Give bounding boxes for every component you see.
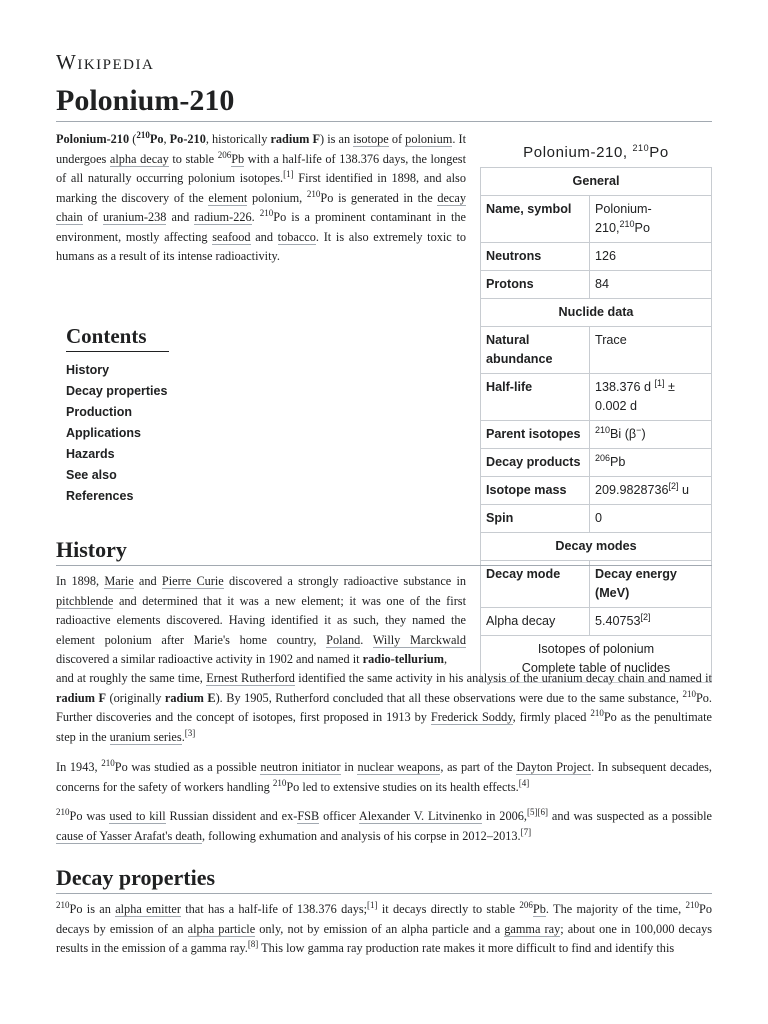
inline-link[interactable]: Marie xyxy=(104,574,134,588)
history-paragraph-1-cont xyxy=(56,669,712,747)
logo-text: Wikipedia xyxy=(56,50,155,74)
row-value-protons: 84 xyxy=(590,271,712,299)
inline-link[interactable]: Alexander V. Litvinenko xyxy=(358,809,482,823)
table-of-contents xyxy=(66,324,266,507)
inline-link[interactable]: Frederick Soddy xyxy=(430,710,513,724)
inline-link[interactable]: tobacco xyxy=(277,229,316,244)
inline-link[interactable]: alpha emitter xyxy=(115,902,181,916)
decay-text-1: $^{210}$Po is an alpha emitter that has a half-life of 138.376 days;[1] it decays directly to stable $^{206}$Pb. The majority of the time, $^{210}$Po decays by emission of an alpha particle only, not by emission of an alpha particle and a gamma ray; about one in 100,000 decays results in the emission of a gamma ray.[8] This low gamma ray production rate makes it more difficult to find and identify this xyxy=(56,900,712,955)
inline-link[interactable]: Pb xyxy=(231,151,245,166)
inline-link[interactable]: radium-226 xyxy=(194,210,252,224)
inline-link[interactable]: nuclear weapons xyxy=(357,760,441,774)
row-label-mass: Isotope mass xyxy=(481,477,590,505)
row-value-decay-mode: Alpha decay xyxy=(481,608,590,636)
inline-link[interactable]: uranium series xyxy=(109,729,182,744)
inline-link[interactable]: alpha decay xyxy=(109,151,169,166)
infobox-header-nuclide: Nuclide data xyxy=(481,299,712,327)
inline-link[interactable]: isotope xyxy=(353,132,389,146)
row-label-half-life: Half-life xyxy=(481,374,590,421)
toc-item-see-also[interactable]: See also xyxy=(66,468,117,482)
inline-link[interactable]: uranium-238 xyxy=(102,210,167,224)
infobox-header-general: General xyxy=(481,168,712,196)
link-isotopes-of-polonium[interactable]: Isotopes of polonium xyxy=(537,642,655,656)
row-label-spin: Spin xyxy=(481,505,590,533)
row-value-products: $^{206}$Pb xyxy=(590,449,712,477)
history-text-1: In 1898, Marie and Pierre Curie discovered a strongly radioactive substance in pitchblende and determined that it was a new element; it was one of the first radioactive elements discovered. Having identified it as such, they named the element polonium after Marie's home country, Poland. Willy Marckwald discovered a similar radioactive activity in 1902 and named it radio-tellurium, xyxy=(56,574,467,666)
row-value-decay-energy: 5.40753[2] xyxy=(590,608,712,636)
toc-title: Contents xyxy=(66,324,147,348)
infobox xyxy=(480,140,712,683)
inline-link[interactable]: Poland xyxy=(326,632,361,647)
row-value-mass: 209.9828736[2] u xyxy=(590,477,712,505)
page-title: Polonium-210 xyxy=(56,84,712,122)
inline-link[interactable]: gamma ray xyxy=(504,921,561,936)
inline-link[interactable]: FSB xyxy=(297,809,320,823)
toc-item-production[interactable]: Production xyxy=(66,405,132,419)
history-text-3: $^{210}$Po was used to kill Russian dissident and ex-FSB officer Alexander V. Litvinenko in 2006,[5][6] and was suspected as a possible cause of Yasser Arafat's death, following exhumation and analysis of his corpse in 2012–2013.[7] xyxy=(56,806,712,843)
lead-paragraph xyxy=(56,130,466,267)
row-value-name-symbol: Polonium-210,$^{210}$Po xyxy=(590,196,712,243)
history-text-2: In 1943, $^{210}$Po was studied as a possible neutron initiator in nuclear weapons, as part of the Dayton Project. In subsequent decades, concerns for the safety of workers handling $^{210}$Po led to extensive studies on its health effects.[4] xyxy=(56,757,713,794)
inline-link[interactable]: polonium xyxy=(405,132,453,146)
wikipedia-logo[interactable] xyxy=(56,50,154,75)
history-paragraph-3 xyxy=(56,807,712,846)
row-value-half-life: 138.376 d [1] ± 0.002 d xyxy=(590,374,712,421)
inline-link[interactable]: pitchblende xyxy=(56,593,114,608)
toc-list xyxy=(66,360,266,507)
row-label-protons: Protons xyxy=(481,271,590,299)
toc-item-decay-properties[interactable]: Decay properties xyxy=(66,384,168,398)
row-label-parent: Parent isotopes xyxy=(481,421,590,449)
inline-link[interactable]: Willy Marckwald xyxy=(372,632,466,647)
toc-item-references[interactable]: References xyxy=(66,489,134,503)
toc-item-history[interactable]: History xyxy=(66,363,110,377)
row-label-products: Decay products xyxy=(481,449,590,477)
row-value-spin: 0 xyxy=(590,505,712,533)
inline-link[interactable]: element xyxy=(208,190,248,205)
infobox-header-decay-modes: Decay modes xyxy=(481,533,712,561)
row-label-name-symbol: Name, symbol xyxy=(481,196,590,243)
row-value-abundance: Trace xyxy=(590,327,712,374)
col-header-decay-mode: Decay mode xyxy=(481,561,590,608)
infobox-title: Polonium-210, $^{210}$Po xyxy=(523,143,669,161)
row-value-neutrons: 126 xyxy=(590,243,712,271)
inline-link[interactable]: cause of Yasser Arafat's death xyxy=(56,828,202,843)
inline-link[interactable]: Pierre Curie xyxy=(161,574,224,588)
row-label-neutrons: Neutrons xyxy=(481,243,590,271)
inline-link[interactable]: Dayton Project xyxy=(516,760,592,774)
decay-paragraph-1 xyxy=(56,900,712,1024)
heading-decay-properties: Decay properties xyxy=(56,865,712,894)
col-header-decay-energy: Decay energy (MeV) xyxy=(590,561,712,608)
lead-text: Polonium-210 ($^{210}$Po, Po-210, historically radium F) is an isotope of polonium. It undergoes alpha decay to stable $^{206}$Pb with a half-life of 138.376 days, the longest of all naturally occurring polonium isotopes.[1] First identified in 1898, and also marking the discovery of the element polonium, $^{210}$Po is generated in the decay chain of uranium-238 and radium-226. $^{210}$Po is a prominent contaminant in the environment, mostly affecting seafood and tobacco. It is also extremely toxic to humans as a result of its intense radioactivity. xyxy=(56,129,467,263)
row-label-abundance: Natural abundance xyxy=(481,327,590,374)
inline-link[interactable]: decay chain xyxy=(56,190,466,224)
inline-link[interactable]: alpha particle xyxy=(187,921,256,936)
inline-link[interactable]: neutron initiator xyxy=(260,760,341,774)
toc-item-applications[interactable]: Applications xyxy=(66,426,142,440)
link-table-of-nuclides[interactable]: Complete table of nuclides xyxy=(521,661,671,675)
inline-link[interactable]: Ernest Rutherford xyxy=(206,671,295,685)
row-value-parent: $^{210}$Bi (β−) xyxy=(590,421,712,449)
history-paragraph-1 xyxy=(56,572,466,670)
toc-item-hazards[interactable]: Hazards xyxy=(66,447,115,461)
history-paragraph-2 xyxy=(56,758,712,797)
heading-history: History xyxy=(56,537,712,566)
inline-link[interactable]: Pb xyxy=(532,902,546,916)
inline-link[interactable]: seafood xyxy=(212,229,251,244)
inline-link[interactable]: used to kill xyxy=(109,809,166,823)
history-text-1b: and at roughly the same time, Ernest Rutherford identified the same activity in his analysis of the uranium decay chain and named it radium F (originally radium E). By 1905, Rutherford concluded that all these observations were due to the same substance, $^{210}$Po. Further discoveries and the concept of isotopes, first proposed in 1913 by Frederick Soddy, firmly placed $^{210}$Po as the penultimate step in the uranium series.[3] xyxy=(56,671,712,744)
infobox-table xyxy=(480,167,712,683)
